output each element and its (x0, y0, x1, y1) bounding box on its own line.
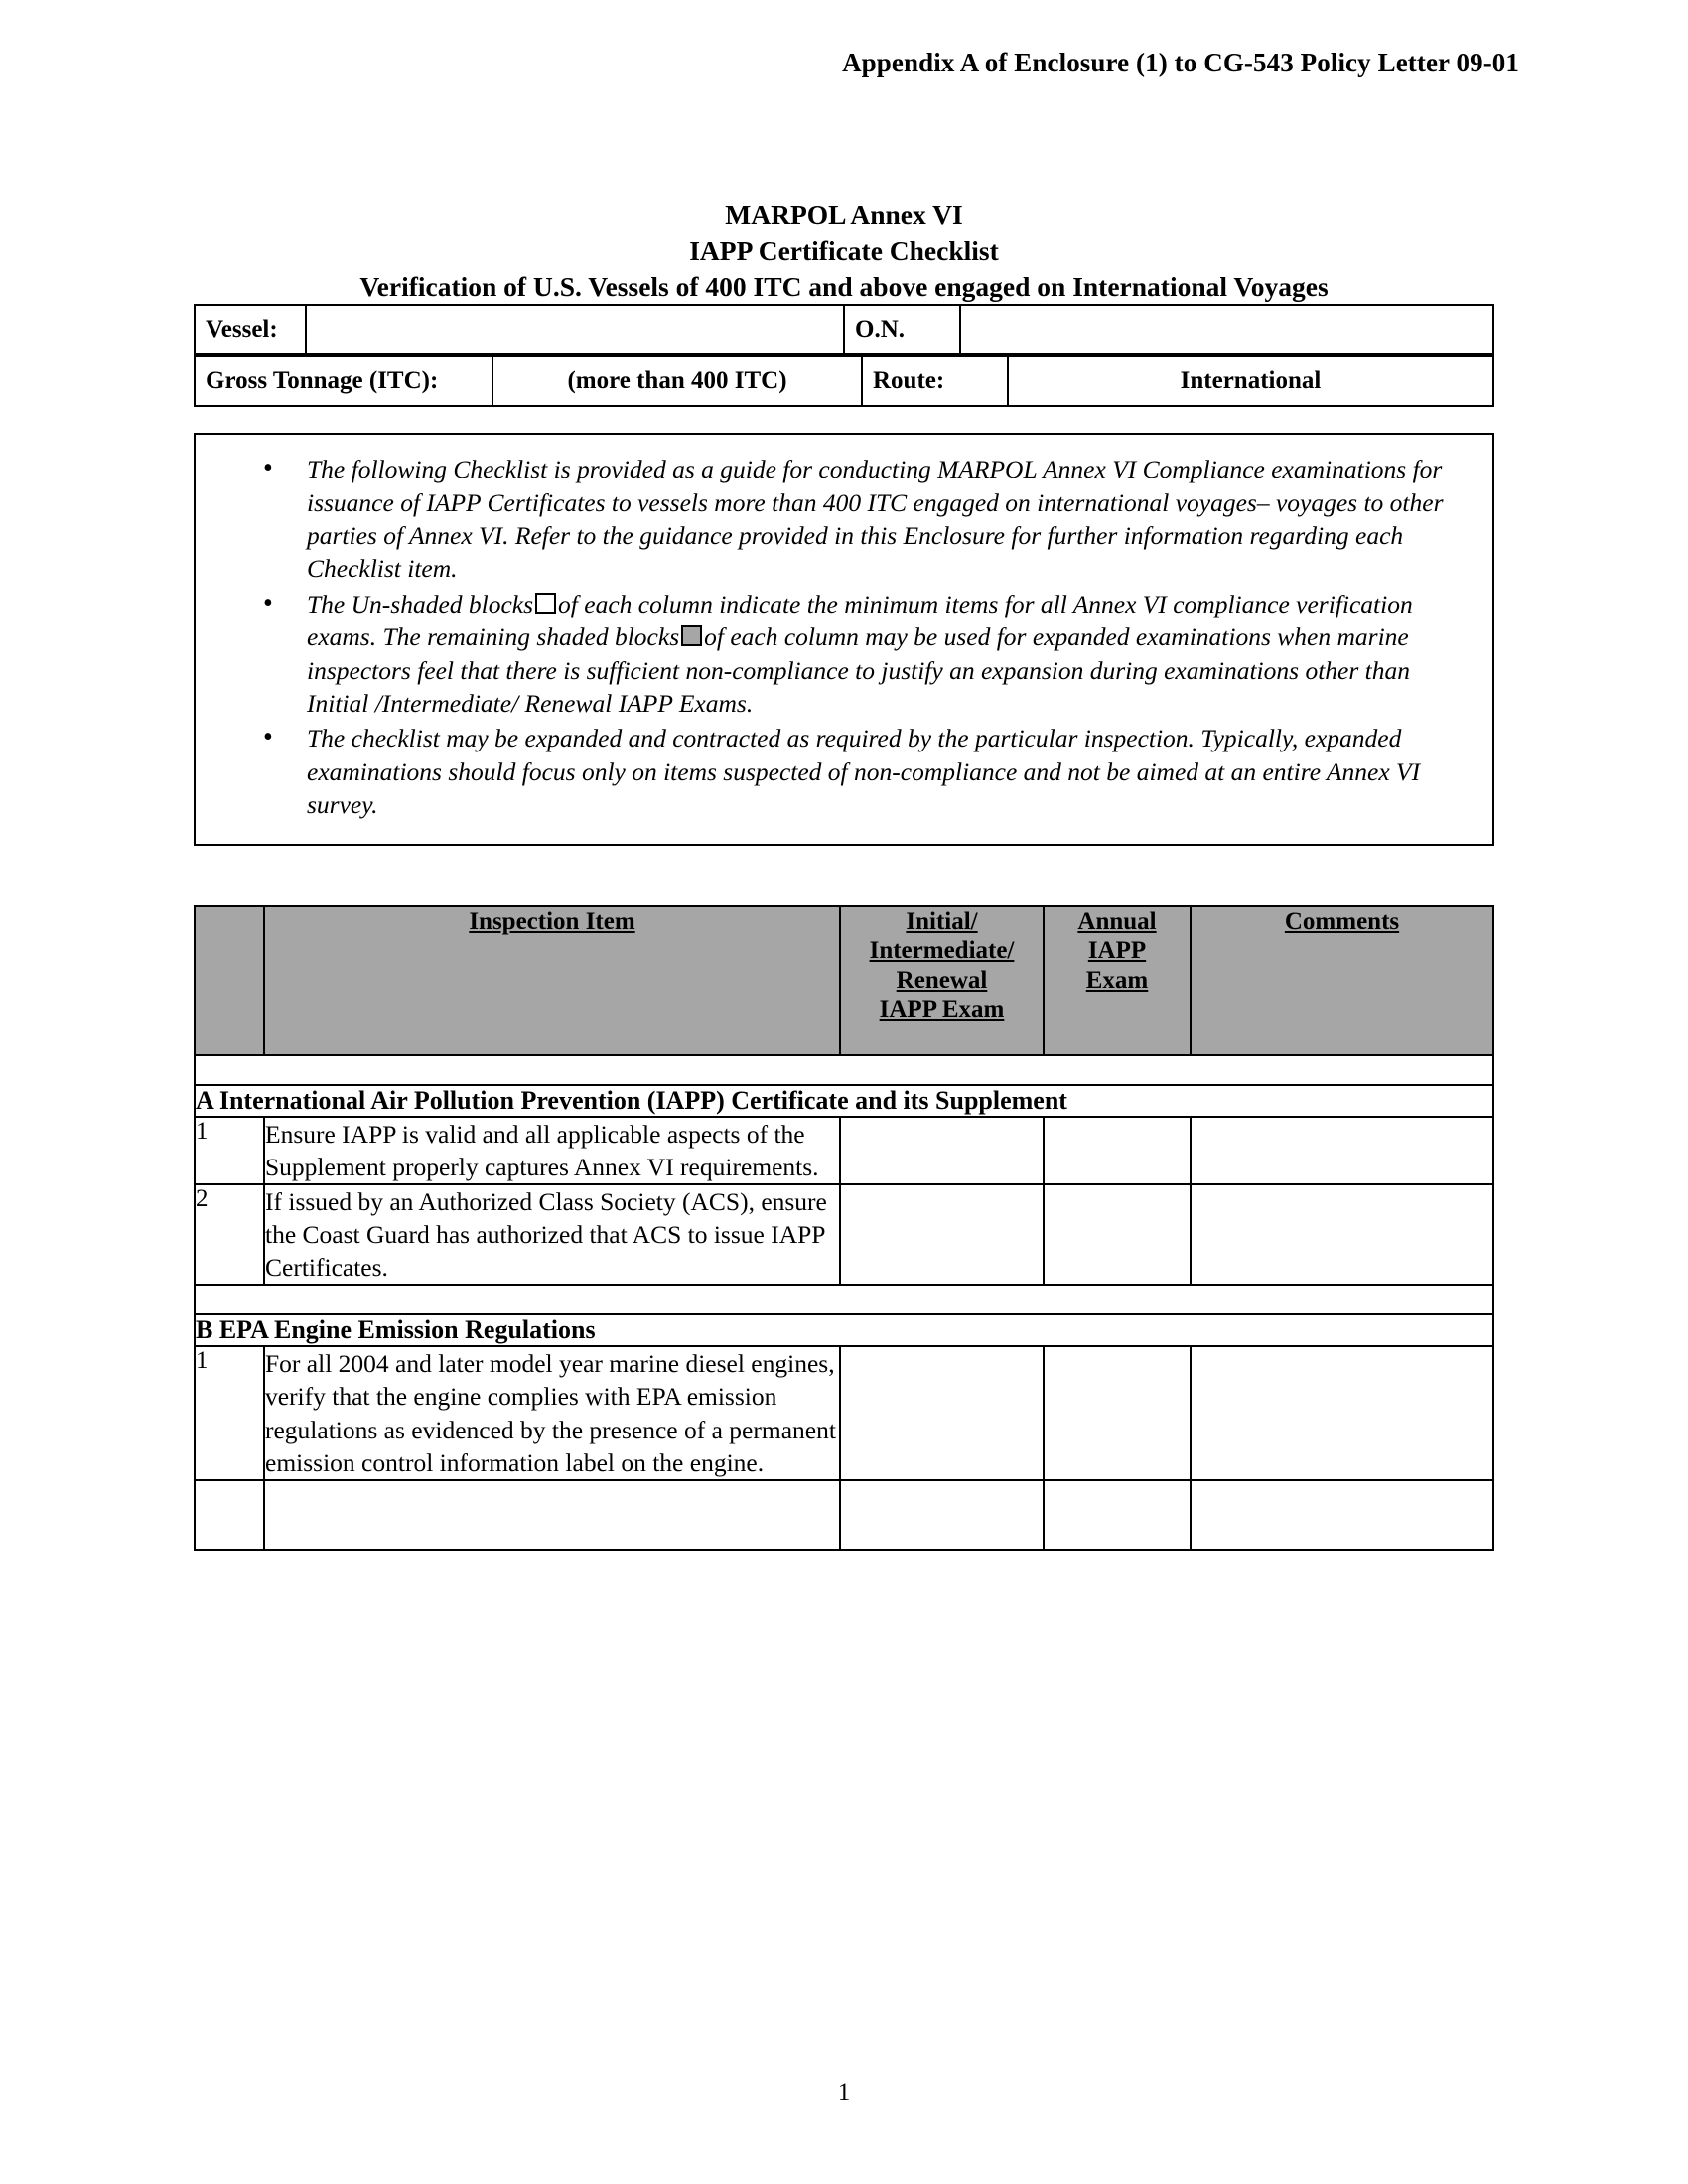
gross-tonnage-value: (more than 400 ITC) (492, 356, 862, 406)
table-row (195, 1117, 1493, 1184)
guidance-notes-box (194, 433, 1494, 845)
title-line-2: IAPP Certificate Checklist (689, 234, 999, 266)
section-header-row (195, 1314, 1493, 1346)
route-label: Route: (862, 356, 1008, 406)
vessel-label: Vessel: (195, 305, 306, 354)
row-annual-exam-checkbox[interactable] (1044, 1346, 1191, 1480)
row-inspection-item: Ensure IAPP is valid and all applicable aspects of the Supplement properly captures Annex VI requirements. (264, 1117, 840, 1184)
list-item (263, 453, 1467, 586)
header-initial-line-3: Renewal (896, 966, 988, 994)
section-spacer-cell (195, 1285, 1493, 1314)
page-title (0, 198, 1688, 304)
page-number: 1 (837, 2079, 851, 2106)
official-number-label: O.N. (844, 305, 960, 354)
table-row (195, 1346, 1493, 1480)
row-comments-field[interactable] (1191, 1346, 1493, 1480)
unshaded-box-icon (535, 593, 556, 614)
gross-tonnage-label: Gross Tonnage (ITC): (195, 356, 492, 406)
route-value: International (1008, 356, 1493, 406)
tail-annual-cell[interactable] (1044, 1480, 1191, 1550)
tail-number-cell (195, 1480, 264, 1550)
header-comments (1191, 906, 1493, 1055)
section-spacer-row (195, 1055, 1493, 1085)
official-number-value-field[interactable] (960, 305, 1493, 354)
row-comments-field[interactable] (1191, 1117, 1493, 1184)
row-inspection-item: For all 2004 and later model year marine diesel engines, verify that the engine complies with EPA emission regulations as evidenced by the presence of a permanent emission control information label on the engine. (264, 1346, 840, 1480)
header-initial-exam (840, 906, 1044, 1055)
header-annual-line-1: Annual (1077, 907, 1157, 935)
inspection-checklist-table (194, 905, 1494, 1551)
table-row (195, 356, 1493, 406)
checklist-table-wrap (194, 905, 1494, 1551)
header-initial-line-4: IAPP Exam (879, 996, 1005, 1024)
document-header: Appendix A of Enclosure (1) to CG-543 Policy Letter 09-01 (842, 48, 1519, 77)
header-initial-line-1: Initial/ (906, 907, 978, 935)
row-comments-field[interactable] (1191, 1184, 1493, 1285)
table-tail-row (195, 1480, 1493, 1550)
tail-item-cell (264, 1480, 840, 1550)
identification-block (194, 304, 1494, 407)
vessel-value-field[interactable] (306, 305, 844, 354)
note-text-3: The checklist may be expanded and contracted as required by the particular inspection. Typically, expanded examinations should focus only on items suspected of non-compliance and not be aimed at an entire Annex VI survey. (307, 724, 1421, 820)
note-text-2b: of each column indicate the minimum items for all Annex VI compliance verification exams. The remaining shaded blocks (307, 589, 1413, 652)
row-initial-exam-checkbox[interactable] (840, 1346, 1044, 1480)
section-label-a: A International Air Pollution Prevention (IAPP) Certificate and its Supplement (195, 1085, 1493, 1117)
row-number: 1 (195, 1117, 264, 1184)
header-initial-line-2: Intermediate/ (869, 937, 1015, 965)
header-number (195, 906, 264, 1055)
table-row (195, 305, 1493, 354)
shaded-box-icon (681, 625, 702, 646)
tail-comments-cell[interactable] (1191, 1480, 1493, 1550)
row-inspection-item: If issued by an Authorized Class Society (ACS), ensure the Coast Guard has authorized that ACS to issue IAPP Certificates. (264, 1184, 840, 1285)
row-number: 2 (195, 1184, 264, 1285)
tonnage-route-table (194, 355, 1494, 407)
header-annual-line-3: Exam (1085, 966, 1149, 994)
header-annual-exam (1044, 906, 1191, 1055)
table-header-row (195, 906, 1493, 1055)
row-initial-exam-checkbox[interactable] (840, 1117, 1044, 1184)
row-initial-exam-checkbox[interactable] (840, 1184, 1044, 1285)
notes-list (221, 453, 1467, 821)
section-spacer-row (195, 1285, 1493, 1314)
header-comments-label: Comments (1284, 907, 1400, 935)
list-item (263, 722, 1467, 821)
note-text-2a: The Un-shaded blocks (307, 589, 534, 618)
section-spacer-cell (195, 1055, 1493, 1085)
header-annual-line-2: IAPP (1087, 937, 1147, 965)
note-text-2c: of each column may be used for expanded examinations when marine inspectors feel that there is sufficient non-compliance to justify an expansion during examinations other than Initial /Intermediate/ Renewal IAPP Exams. (307, 622, 1410, 718)
section-label-b: B EPA Engine Emission Regulations (195, 1314, 1493, 1346)
vessel-table (194, 304, 1494, 355)
table-row (195, 1184, 1493, 1285)
row-annual-exam-checkbox[interactable] (1044, 1184, 1191, 1285)
header-inspection-item (264, 906, 840, 1055)
row-annual-exam-checkbox[interactable] (1044, 1117, 1191, 1184)
tail-initial-cell[interactable] (840, 1480, 1044, 1550)
title-line-3: Verification of U.S. Vessels of 400 ITC and above engaged on International Voyages (359, 270, 1329, 302)
list-item (263, 588, 1467, 721)
note-text-1: The following Checklist is provided as a guide for conducting MARPOL Annex VI Compliance examinations for issuance of IAPP Certificates to vessels more than 400 ITC engaged on international voyages– voyages to other parties of Annex VI. Refer to the guidance provided in this Enclosure for further information regarding each Checklist item. (307, 455, 1444, 584)
header-inspection-item-label: Inspection Item (469, 907, 635, 935)
title-line-1: MARPOL Annex VI (725, 200, 963, 230)
row-number: 1 (195, 1346, 264, 1480)
section-header-row (195, 1085, 1493, 1117)
